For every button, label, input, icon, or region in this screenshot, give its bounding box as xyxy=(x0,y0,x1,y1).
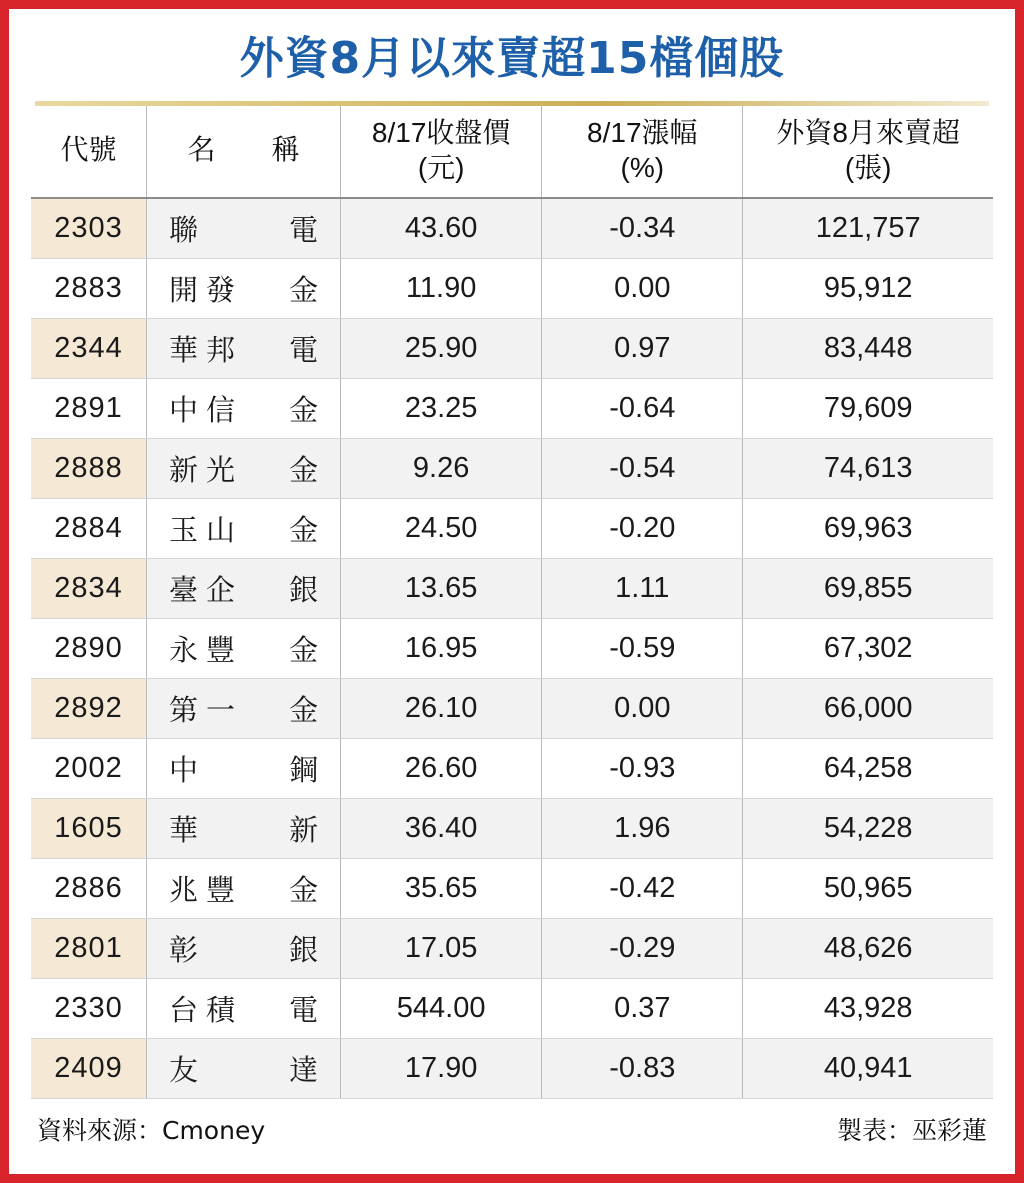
column-header-netsell-line1: 外資8月來賣超 xyxy=(776,117,960,149)
cell-name-part1: 華 xyxy=(168,814,198,847)
cell-change: 1.11 xyxy=(542,558,743,618)
cell-name xyxy=(146,798,340,858)
cell-price: 17.90 xyxy=(341,1038,542,1098)
cell-code: 2883 xyxy=(31,258,146,318)
cell-name-part2: 電 xyxy=(289,334,319,367)
column-header-price xyxy=(341,106,542,197)
cell-name-part1: 聯 xyxy=(168,214,198,247)
cell-code: 2884 xyxy=(31,498,146,558)
cell-netsell: 48,626 xyxy=(743,918,993,978)
cell-change: -0.42 xyxy=(542,858,743,918)
column-header-netsell xyxy=(743,106,993,197)
cell-name-part2: 金 xyxy=(289,874,319,907)
cell-change: -0.83 xyxy=(542,1038,743,1098)
cell-price: 23.25 xyxy=(341,378,542,438)
cell-name xyxy=(146,498,340,558)
cell-name xyxy=(146,918,340,978)
cell-code: 2886 xyxy=(31,858,146,918)
cell-netsell: 121,757 xyxy=(743,198,993,259)
cell-name-part2: 電 xyxy=(289,214,319,247)
cell-netsell: 40,941 xyxy=(743,1038,993,1098)
cell-name-part1: 新 光 xyxy=(168,454,235,487)
table-footer xyxy=(31,1099,993,1149)
cell-netsell: 79,609 xyxy=(743,378,993,438)
cell-name-part1: 中 信 xyxy=(168,394,235,427)
cell-name xyxy=(146,738,340,798)
table-row xyxy=(31,558,993,618)
cell-name xyxy=(146,1038,340,1098)
cell-netsell: 50,965 xyxy=(743,858,993,918)
cell-change: -0.29 xyxy=(542,918,743,978)
column-header-change-line1: 8/17漲幅 xyxy=(587,117,698,149)
cell-name-part2: 達 xyxy=(289,1054,319,1087)
cell-price: 24.50 xyxy=(341,498,542,558)
cell-code: 2891 xyxy=(31,378,146,438)
cell-name-part2: 金 xyxy=(289,634,319,667)
table-header-row xyxy=(31,106,993,197)
cell-name-part2: 電 xyxy=(289,994,319,1027)
column-header-code-line1: 代號 xyxy=(60,134,117,166)
cell-change: 0.97 xyxy=(542,318,743,378)
table-row xyxy=(31,378,993,438)
page-title: 外資8月以來賣超15檔個股 xyxy=(239,33,785,84)
cell-name xyxy=(146,978,340,1038)
cell-price: 25.90 xyxy=(341,318,542,378)
cell-name-part1: 彰 xyxy=(168,934,198,967)
author-label: 製表：巫彩蓮 xyxy=(836,1115,987,1145)
cell-name-part1: 玉 山 xyxy=(168,514,235,547)
cell-netsell: 67,302 xyxy=(743,618,993,678)
table-body xyxy=(31,198,993,1099)
cell-netsell: 66,000 xyxy=(743,678,993,738)
cell-change: 0.00 xyxy=(542,678,743,738)
column-header-code xyxy=(31,106,146,197)
table-row xyxy=(31,498,993,558)
column-header-name-line1: 名 稱 xyxy=(187,134,300,166)
table-row xyxy=(31,1038,993,1098)
cell-code: 2344 xyxy=(31,318,146,378)
column-header-price-line1: 8/17收盤價 xyxy=(371,117,511,149)
cell-name xyxy=(146,678,340,738)
cell-change: -0.59 xyxy=(542,618,743,678)
table-header xyxy=(31,106,993,197)
cell-code: 1605 xyxy=(31,798,146,858)
cell-code: 2002 xyxy=(31,738,146,798)
cell-change: 0.37 xyxy=(542,978,743,1038)
cell-price: 26.10 xyxy=(341,678,542,738)
cell-name-part2: 金 xyxy=(289,694,319,727)
table-row xyxy=(31,918,993,978)
table-row xyxy=(31,738,993,798)
cell-price: 9.26 xyxy=(341,438,542,498)
stock-table xyxy=(31,106,993,1098)
cell-name-part2: 金 xyxy=(289,274,319,307)
cell-name xyxy=(146,618,340,678)
column-header-change-line2: (%) xyxy=(620,151,665,183)
cell-price: 36.40 xyxy=(341,798,542,858)
cell-name-part2: 銀 xyxy=(289,574,319,607)
cell-change: -0.64 xyxy=(542,378,743,438)
cell-change: -0.20 xyxy=(542,498,743,558)
column-header-name xyxy=(146,106,340,197)
cell-name-part2: 新 xyxy=(289,814,319,847)
cell-netsell: 64,258 xyxy=(743,738,993,798)
table-row xyxy=(31,258,993,318)
cell-price: 43.60 xyxy=(341,198,542,259)
cell-name xyxy=(146,858,340,918)
cell-price: 26.60 xyxy=(341,738,542,798)
cell-name-part1: 臺 企 xyxy=(168,574,235,607)
cell-netsell: 95,912 xyxy=(743,258,993,318)
cell-netsell: 83,448 xyxy=(743,318,993,378)
cell-name-part1: 兆 豐 xyxy=(168,874,235,907)
card-inner xyxy=(9,9,1015,1174)
cell-code: 2892 xyxy=(31,678,146,738)
cell-change: -0.34 xyxy=(542,198,743,259)
cell-code: 2801 xyxy=(31,918,146,978)
cell-name-part1: 華 邦 xyxy=(168,334,235,367)
cell-code: 2303 xyxy=(31,198,146,259)
cell-name xyxy=(146,438,340,498)
cell-name-part2: 銀 xyxy=(289,934,319,967)
table-row xyxy=(31,198,993,259)
cell-name-part1: 友 xyxy=(168,1054,198,1087)
cell-price: 11.90 xyxy=(341,258,542,318)
cell-name-part1: 開 發 xyxy=(168,274,235,307)
cell-change: 1.96 xyxy=(542,798,743,858)
table-row xyxy=(31,858,993,918)
cell-name-part1: 永 豐 xyxy=(168,634,235,667)
cell-change: -0.93 xyxy=(542,738,743,798)
cell-name-part1: 台 積 xyxy=(168,994,235,1027)
cell-code: 2834 xyxy=(31,558,146,618)
cell-price: 544.00 xyxy=(341,978,542,1038)
cell-name-part1: 第 一 xyxy=(168,694,235,727)
cell-price: 17.05 xyxy=(341,918,542,978)
column-header-change xyxy=(542,106,743,197)
table-row xyxy=(31,318,993,378)
cell-change: -0.54 xyxy=(542,438,743,498)
cell-price: 16.95 xyxy=(341,618,542,678)
table-row xyxy=(31,438,993,498)
column-header-netsell-line2: (張) xyxy=(844,151,892,183)
cell-code: 2888 xyxy=(31,438,146,498)
cell-code: 2409 xyxy=(31,1038,146,1098)
cell-price: 13.65 xyxy=(341,558,542,618)
cell-name xyxy=(146,558,340,618)
cell-name-part2: 金 xyxy=(289,394,319,427)
cell-name xyxy=(146,258,340,318)
table-row xyxy=(31,978,993,1038)
table-row xyxy=(31,798,993,858)
cell-name-part2: 金 xyxy=(289,454,319,487)
cell-netsell: 69,963 xyxy=(743,498,993,558)
column-header-price-line2: (元) xyxy=(417,151,465,183)
cell-name xyxy=(146,378,340,438)
cell-netsell: 74,613 xyxy=(743,438,993,498)
cell-name-part2: 金 xyxy=(289,514,319,547)
cell-netsell: 54,228 xyxy=(743,798,993,858)
cell-netsell: 69,855 xyxy=(743,558,993,618)
cell-name-part1: 中 xyxy=(168,754,198,787)
table-row xyxy=(31,678,993,738)
cell-price: 35.65 xyxy=(341,858,542,918)
cell-code: 2330 xyxy=(31,978,146,1038)
source-label: 資料來源：Cmoney xyxy=(37,1115,266,1145)
cell-name xyxy=(146,318,340,378)
table-row xyxy=(31,618,993,678)
cell-netsell: 43,928 xyxy=(743,978,993,1038)
cell-code: 2890 xyxy=(31,618,146,678)
cell-name-part2: 鋼 xyxy=(289,754,319,787)
cell-name xyxy=(146,198,340,259)
cell-change: 0.00 xyxy=(542,258,743,318)
